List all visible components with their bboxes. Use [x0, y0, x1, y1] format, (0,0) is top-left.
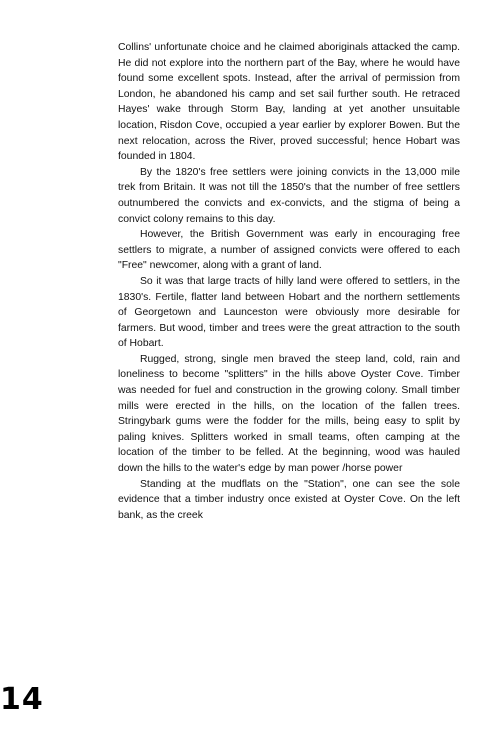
- paragraph-free-settlers: By the 1820's free settlers were joining convicts in the 13,000 mile trek from Britain. It was not till the 1850's that the number of free settlers outnumbered the convicts and ex-convicts, and the stigma of being a convict colony remains to this day.: [118, 166, 460, 225]
- page-number: 14: [0, 682, 44, 717]
- body-text: [118, 40, 460, 523]
- paragraph-mudflats: Standing at the mudflats on the "Station", one can see the sole evidence that a timber industry once existed at Oyster Cove. On the left bank, as the creek: [118, 478, 460, 521]
- paragraph-hilly-land: So it was that large tracts of hilly land were offered to settlers, in the 1830's. Fertile, flatter land between Hobart and the northern settlements of Georgetown and Launceston were obviously more desirable for farmers. But wood, timber and trees were the great attraction to the south of Hobart.: [118, 275, 460, 350]
- paragraph-british-government: However, the British Government was early in encouraging free settlers to migrate, a number of assigned convicts were offered to each "Free" newcomer, along with a grant of land.: [118, 229, 460, 272]
- paragraph-collins: Collins' unfortunate choice and he claimed aboriginals attacked the camp. He did not explore into the northern part of the Bay, where he would have found some excellent spots. Instead, after the arrival of permission from London, he abandoned his camp and set sail further south. He retraced Hayes' wake through Storm Bay, landing at yet another unsuitable location, Risdon Cove, occupied a year earlier by explorer Bowen. But the next relocation, across the River, proved successful; hence Hobart was founded in 1804.: [118, 42, 460, 163]
- paragraph-splitters: Rugged, strong, single men braved the steep land, cold, rain and loneliness to become "splitters" in the hills above Oyster Cove. Timber was needed for fuel and construction in the growing colony. Small timber mills were erected in the hills, on the location of the fallen trees. Stringybark gums were the fodder for the mills, being easy to split by paling knives. Splitters worked in small teams, often camping at the location of the timber to be felled. At the beginning, wood was hauled down the hills to the water's edge by man power /horse power: [118, 353, 460, 475]
